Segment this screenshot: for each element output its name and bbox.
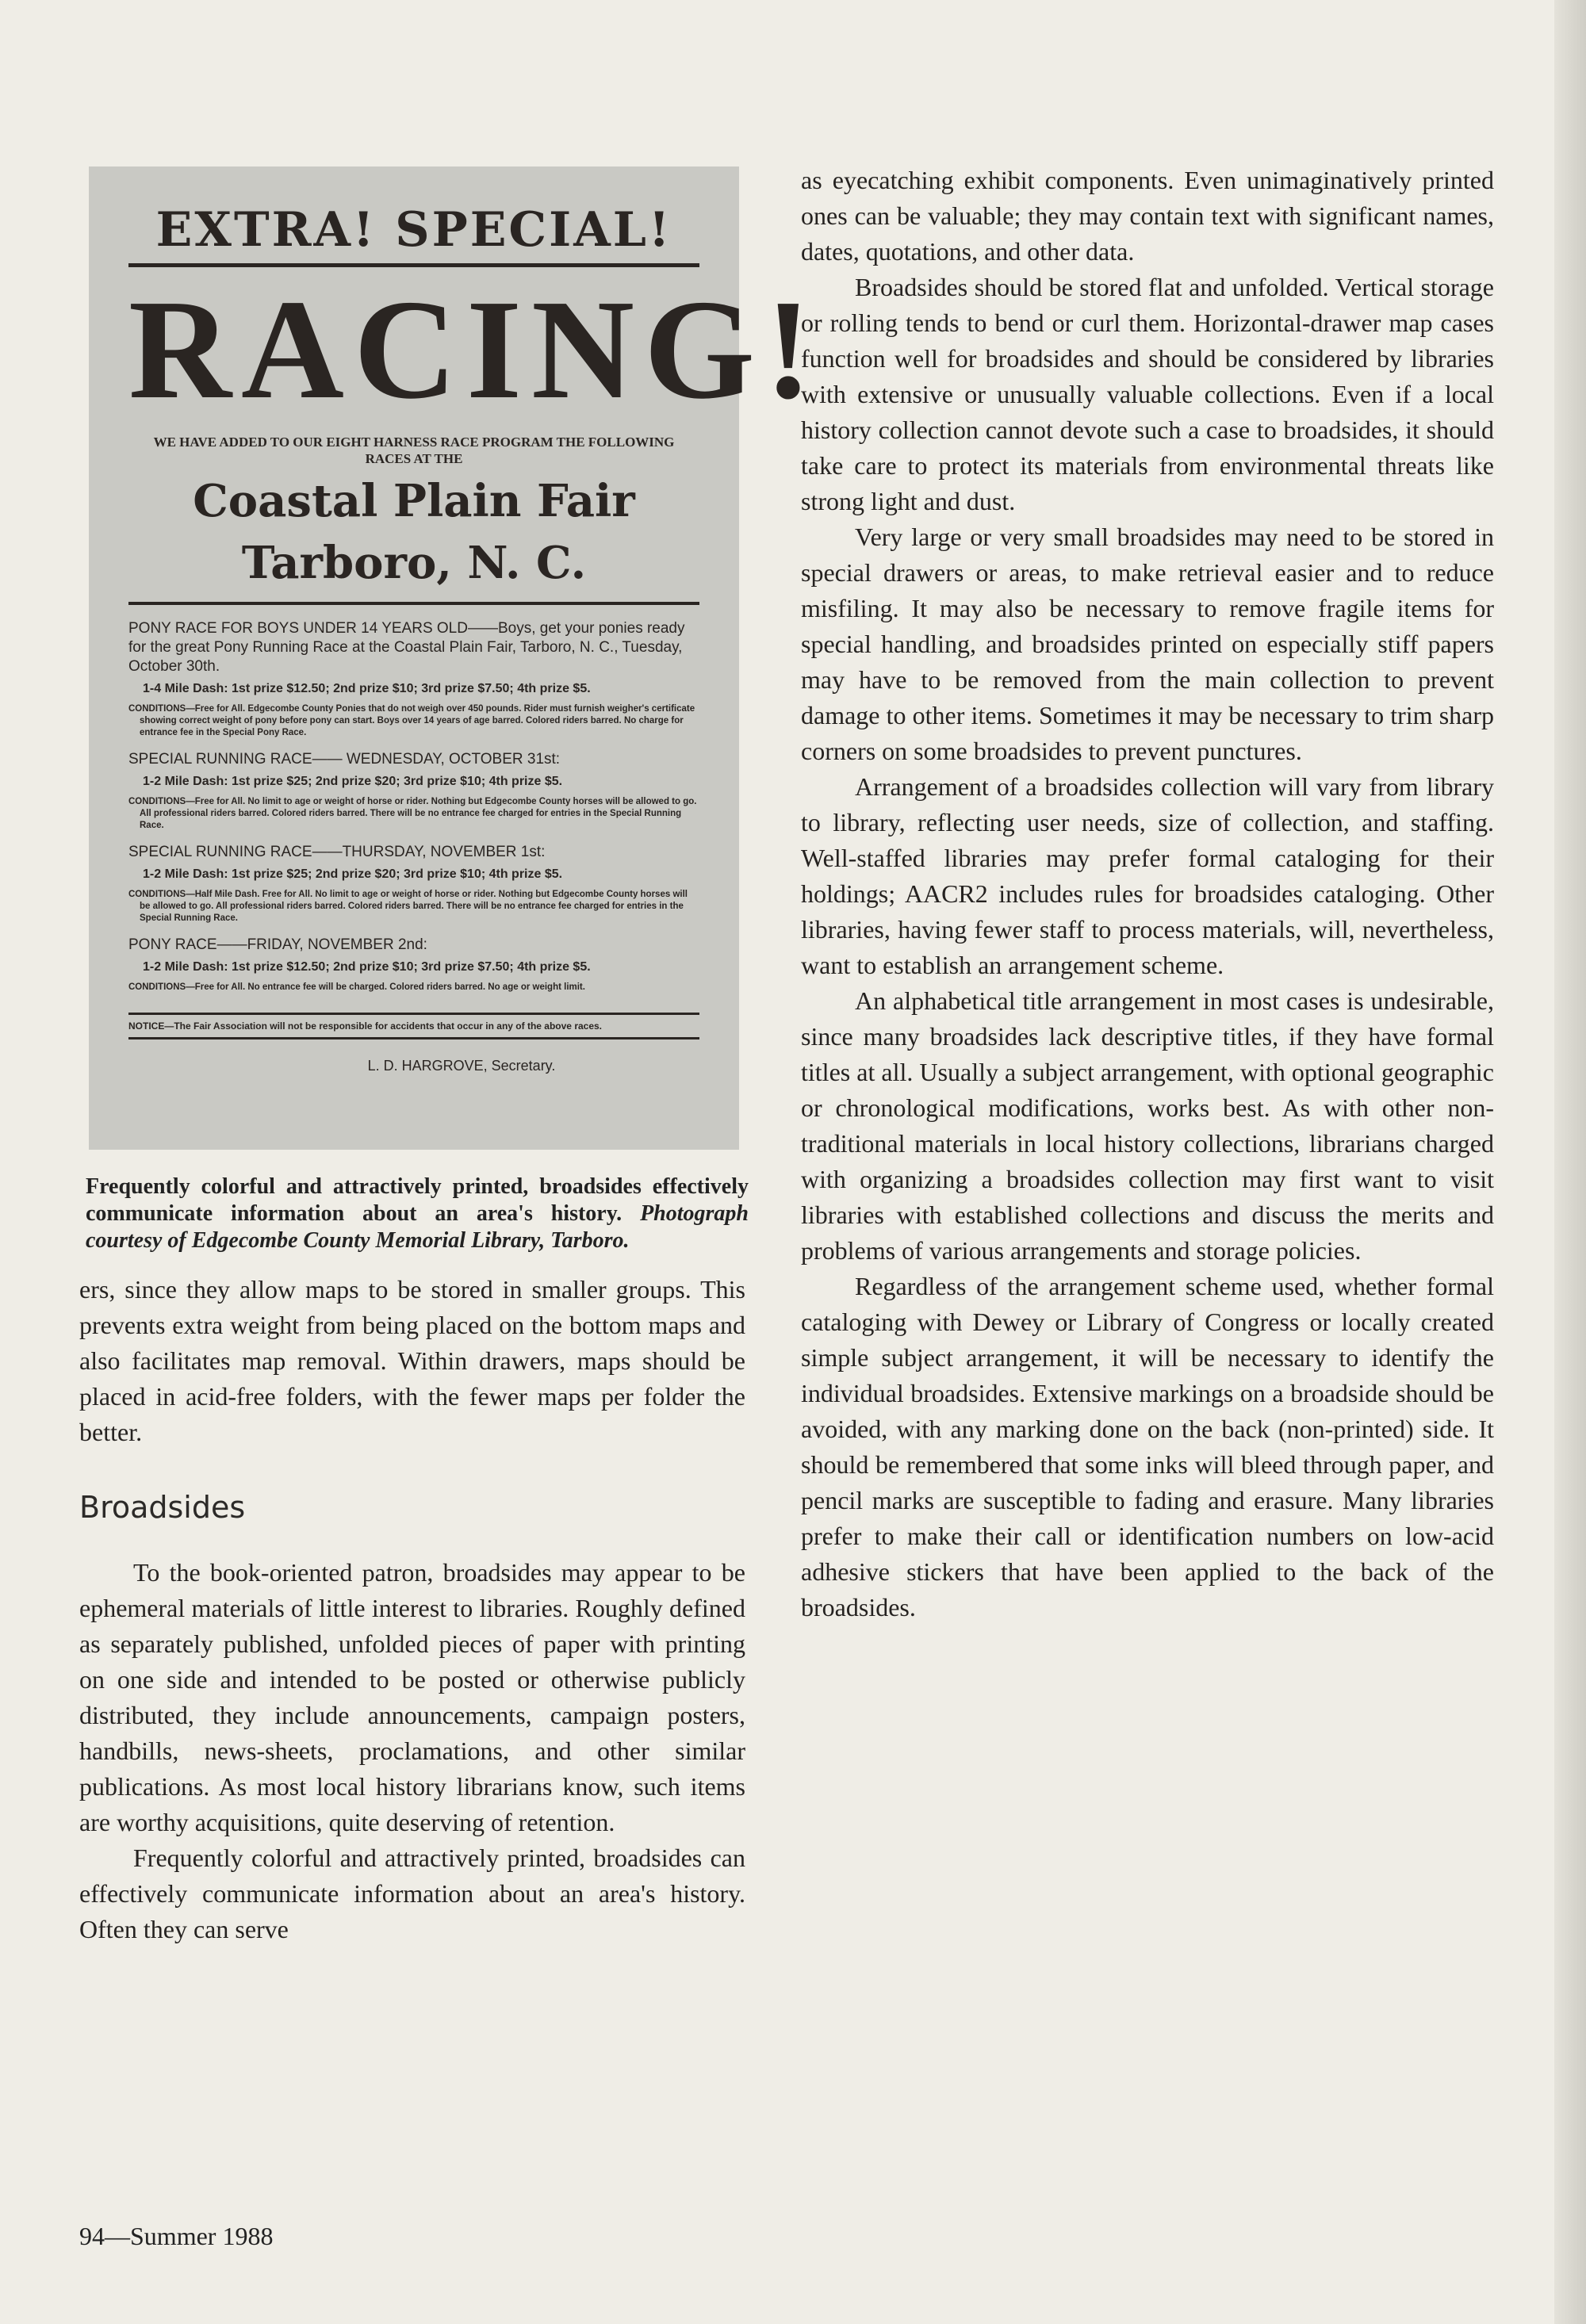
- poster-racing: RACING!: [128, 270, 822, 428]
- racing-broadside-image: [89, 167, 822, 1150]
- race-heading: SPECIAL RUNNING RACE——THURSDAY, NOVEMBER 1st:: [128, 844, 546, 860]
- race-prize: 1-2 Mile Dash: 1st prize $25; 2nd prize $20; 3rd prize $10; 4th prize $5.: [143, 775, 563, 788]
- poster-secretary: L. D. HARGROVE, Secretary.: [367, 1058, 556, 1074]
- race-prize: 1-4 Mile Dash: 1st prize $12.50; 2nd prize $10; 3rd prize $7.50; 4th prize $5.: [143, 682, 591, 695]
- figure-caption: [86, 1173, 749, 1254]
- race-heading: PONY RACE——FRIDAY, NOVEMBER 2nd:: [128, 936, 427, 953]
- caption-text: Frequently colorful and attractively printed, broadsides effectively communicate information about an area's history.: [86, 1174, 749, 1226]
- race-prize: 1-2 Mile Dash: 1st prize $25; 2nd prize $20; 3rd prize $10; 4th prize $5.: [143, 867, 563, 881]
- left-column-continued: [79, 1272, 745, 1450]
- page-folio: 94—Summer 1988: [79, 2222, 274, 2250]
- race-conditions: CONDITIONS—Free for All. No limit to age or weight of horse or rider. Nothing but Edgecombe County horses will be allowed to go. All professional riders barred. Colored riders barred. There will be no entrance fee charged for entries in the Special Running Race.: [128, 797, 697, 830]
- paragraph: Frequently colorful and attractively printed, broadsides can effectively communicate information about an area's history. Often they can serve: [79, 1844, 745, 1943]
- race-conditions: CONDITIONS—Half Mile Dash. Free for All. No limit to age or weight of horse or rider. Nothing but Edgecombe County horses will be allowed to go. All professional riders barred. Colored riders barred. There will be no entrance fee charged for entries in the Special Running Race.: [128, 890, 688, 923]
- caption-credit: Photograph courtesy of Edgecombe County Memorial Library, Tarboro.: [86, 1201, 749, 1253]
- race-prize: 1-2 Mile Dash: 1st prize $12.50; 2nd prize $10; 3rd prize $7.50; 4th prize $5.: [143, 960, 591, 974]
- paragraph: To the book-oriented patron, broadsides may appear to be ephemeral materials of little interest to libraries. Roughly defined as separately published, unfolded pieces of paper with printing on one side and intended to be posted or otherwise publicly distributed, they include announcements, campaign posters, handbills, news-sheets, proclamations, and other similar publications. As most local history librarians know, such items are worthy acquisitions, quite deserving of retention.: [79, 1558, 745, 1836]
- paragraph: Broadsides should be stored flat and unfolded. Vertical storage or rolling tends to bend or curl them. Horizontal-drawer map cases function well for broadsides and should be considered by libraries with extensive or unusually valuable collections. Even if a local history collection cannot devote such a case to broadsides, it should take care to protect its materials from environmental threats like strong light and dust.: [801, 273, 1494, 515]
- poster-race: [128, 619, 699, 739]
- poster-rule: [128, 602, 699, 605]
- paragraph: Very large or very small broadsides may need to be stored in special drawers or areas, to make retrieval easier and to reduce misfiling. It may also be necessary to remove fragile items for special handling, and broadsides printed on especially stiff papers may have to be removed from the main collection to prevent damage to other items. Sometimes it may be necessary to trim sharp corners on some broadsides to prevent punctures.: [801, 523, 1494, 765]
- race-conditions: CONDITIONS—Free for All. Edgecombe County Ponies that do not weigh over 450 pounds. Rider must furnish weigher's certificate showing correct weight of pony before pony can start. Boys over 14 years of age barred. Colored riders barred. No charge for entrance fee in the Special Pony Race.: [128, 704, 695, 737]
- right-column: [801, 163, 1494, 1625]
- paragraph: An alphabetical title arrangement in most cases is undesirable, since many broadsides lack descriptive titles, if they have formal titles at all. Usually a subject arrangement, with optional geographic or chronological modifications, works best. As with other non-traditional materials in local history collections, librarians charged with organizing a broadsides collection may first want to visit libraries with established collections and discuss the merits and problems of various arrangements and storage policies.: [801, 986, 1494, 1265]
- page-edge: [1554, 0, 1586, 2324]
- poster-added: WE HAVE ADDED TO OUR EIGHT HARNESS RACE PROGRAM THE FOLLOWING RACES AT THE: [153, 435, 675, 466]
- poster-race: [128, 843, 699, 925]
- poster-town: Tarboro, N. C.: [241, 537, 587, 589]
- poster-race: [128, 750, 699, 832]
- section-heading: Broadsides: [79, 1490, 246, 1525]
- poster-extra: EXTRA! SPECIAL!: [128, 201, 699, 267]
- poster-race: [128, 936, 699, 994]
- race-heading: PONY RACE FOR BOYS UNDER 14 YEARS OLD——Boys, get your ponies ready for the great Pony Running Race at the Coastal Plain Fair, Tarboro, N. C., Tuesday, October 30th.: [128, 620, 685, 675]
- left-column-flow: [79, 167, 822, 1947]
- paragraph: ers, since they allow maps to be stored in smaller groups. This prevents extra weight from being placed on the bottom maps and also facilitates map removal. Within drawers, maps should be placed in acid-free folders, with the fewer maps per folder the better.: [79, 1275, 745, 1446]
- race-heading: SPECIAL RUNNING RACE—— WEDNESDAY, OCTOBER 31st:: [128, 751, 561, 768]
- paragraph: Regardless of the arrangement scheme used, whether formal cataloging with Dewey or Library of Congress or locally created simple subject arrangement, it will be necessary to identify the individual broadsides. Extensive markings on a broadside should be avoided, with any marking done on the back (non-printed) side. It should be remembered that some inks will bleed through paper, and pencil marks are susceptible to fading and erasure. Many libraries prefer to make their call or identification numbers on low-acid adhesive stickers that have been applied to the back of the broadsides.: [801, 1272, 1494, 1621]
- paragraph: as eyecatching exhibit components. Even unimaginatively printed ones can be valuable; they may contain text with significant names, dates, quotations, and other data.: [801, 166, 1494, 266]
- left-column-body: [79, 1555, 745, 1947]
- poster-fair: Coastal Plain Fair: [193, 475, 635, 527]
- poster-notice: NOTICE—The Fair Association will not be responsible for accidents that occur in any of the above races.: [128, 1013, 699, 1039]
- paragraph: Arrangement of a broadsides collection will vary from library to library, reflecting user needs, size of collection, and staffing. Well-staffed libraries may prefer formal cataloging for their holdings; AACR2 includes rules for broadsides cataloging. Other libraries, having fewer staff to process materials, will, nevertheless, want to establish an arrangement scheme.: [801, 772, 1494, 979]
- race-conditions: CONDITIONS—Free for All. No entrance fee will be charged. Colored riders barred. No age or weight limit.: [128, 982, 585, 992]
